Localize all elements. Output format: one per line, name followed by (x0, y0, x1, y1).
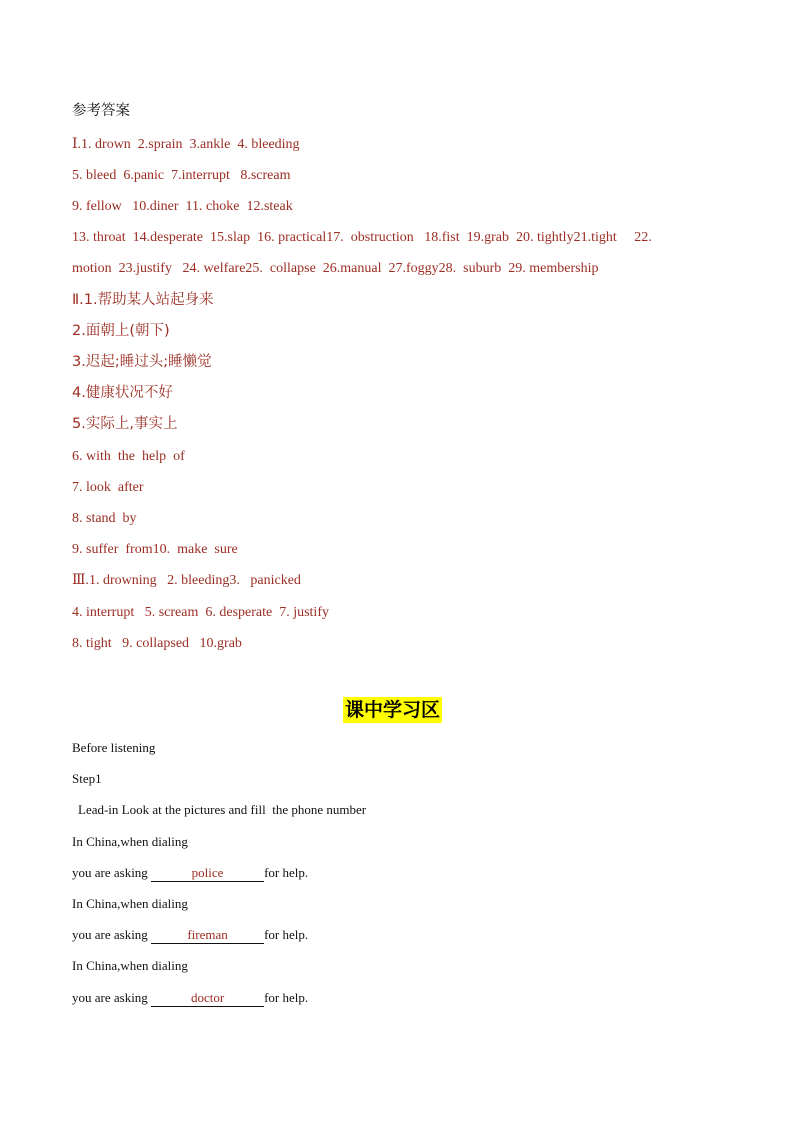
answer-blank[interactable]: police (151, 865, 264, 882)
answer-line: 9. fellow 10.diner 11. choke 12.steak (72, 199, 293, 214)
answer-line: Ⅰ.1. drown 2.sprain 3.ankle 4. bleeding (72, 137, 300, 152)
answer-line: 8. stand by (72, 511, 137, 526)
item-intro: In China,when dialing (72, 834, 188, 849)
answer-line: 2.面朝上(朝下) (72, 323, 170, 339)
answer-line: motion 23.justify 24. welfare25. collapse 26.manual 27.foggy28. suburb 29. membership (72, 261, 599, 276)
sentence-prefix: you are asking (72, 865, 152, 880)
item-intro: In China,when dialing (72, 896, 188, 911)
fill-blank-sentence (72, 989, 308, 1007)
sentence-suffix: for help. (264, 865, 309, 880)
item-intro: In China,when dialing (72, 958, 188, 973)
answer-line: 5.实际上,事实上 (72, 416, 178, 432)
answers-title: 参考答案 (72, 103, 130, 119)
sentence-prefix: you are asking (72, 927, 152, 942)
lead-in-text: Lead-in Look at the pictures and fill the phone number (78, 802, 367, 817)
sentence-suffix: for help. (264, 927, 309, 942)
sentence-prefix: you are asking (72, 990, 152, 1005)
answer-blank[interactable]: fireman (151, 927, 264, 944)
fill-blank-sentence (72, 926, 308, 944)
answer-line: 4.健康状况不好 (72, 385, 173, 401)
section-heading: 课中学习区 (345, 699, 441, 721)
answer-line: 6. with the help of (72, 449, 185, 464)
before-listening-label: Before listening (72, 740, 156, 755)
answer-line: 13. throat 14.desperate 15.slap 16. practical17. obstruction 18.fist 19.grab 20. tightly21.tight 22. (72, 230, 652, 245)
step-label: Step1 (72, 771, 102, 786)
sentence-suffix: for help. (264, 990, 309, 1005)
answer-blank[interactable]: doctor (151, 990, 264, 1007)
answer-line: 8. tight 9. collapsed 10.grab (72, 636, 242, 651)
answer-line: 9. suffer from10. make sure (72, 542, 238, 557)
answer-line: Ⅲ.1. drowning 2. bleeding3. panicked (72, 573, 301, 588)
answer-line: 3.迟起;睡过头;睡懒觉 (72, 354, 212, 370)
answer-line: 4. interrupt 5. scream 6. desperate 7. justify (72, 605, 329, 620)
answer-line: 5. bleed 6.panic 7.interrupt 8.scream (72, 168, 291, 183)
answer-line: 7. look after (72, 480, 144, 495)
fill-blank-sentence (72, 864, 308, 882)
answer-line: Ⅱ.1.帮助某人站起身来 (72, 292, 214, 308)
